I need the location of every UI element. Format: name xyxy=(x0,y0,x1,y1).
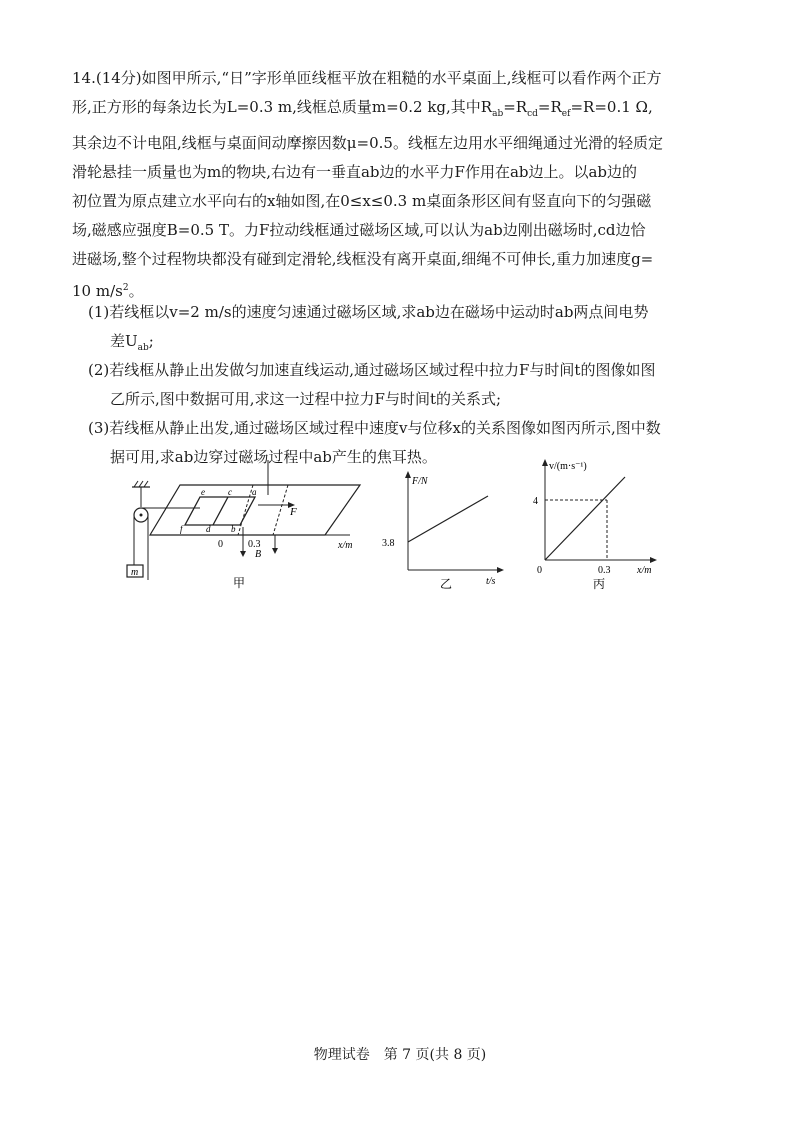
question-2-line-b: 乙所示,图中数据可用,求这一过程中拉力F与时间t的关系式; xyxy=(110,390,502,408)
page-footer: 物理试卷 第 7 页(共 8 页) xyxy=(313,1047,487,1063)
bing-ylabel: v/(m·s⁻¹) xyxy=(549,461,587,472)
problem-line-2: 形,正方形的每条边长为L=0.3 m,线框总质量m=0.2 kg,其中$R_{ab}=R_{cd}=R_{ef}=R=0.1$ Ω, xyxy=(72,98,653,119)
bing-origin: 0 xyxy=(537,565,542,576)
question-1-line-a: (1)若线框以v=2 m/s的速度匀速通过磁场区域,求ab边在磁场中运动时ab两点间电势 xyxy=(88,303,649,321)
mass-label: m xyxy=(131,567,139,578)
caption-jia: 甲 xyxy=(233,576,246,590)
label-f: f xyxy=(180,524,183,534)
figure-bing xyxy=(525,455,675,595)
problem-line-3: 其余边不计电阻,线框与桌面间动摩擦因数μ=0.5。线框左边用水平细绳通过光滑的轻质定 xyxy=(72,134,663,152)
label-c: c xyxy=(228,487,232,497)
pulley-axle xyxy=(140,514,143,517)
label-x-axis: x/m xyxy=(338,540,353,551)
b-arrow-1-head xyxy=(240,551,246,557)
force-label: F xyxy=(290,506,297,518)
frame-middle-bar xyxy=(213,497,228,525)
yi-xlabel: t/s xyxy=(486,576,496,587)
label-a: a xyxy=(252,487,257,497)
question-1-line-b: 差$U_{ab}$; xyxy=(110,332,154,353)
yi-ylabel: F/N xyxy=(412,476,428,487)
figure-jia xyxy=(120,455,370,595)
label-B: B xyxy=(255,549,262,560)
problem-line-4: 滑轮悬挂一质量也为m的物块,右边有一垂直ab边的水平力F作用在ab边上。以ab边的 xyxy=(72,163,638,181)
yi-line xyxy=(408,496,488,542)
question-3-line-a: (3)若线框从静止出发,通过磁场区域过程中速度v与位移x的关系图像如图丙所示,图中数 xyxy=(88,419,661,437)
label-b: b xyxy=(231,524,236,534)
bing-xlabel: x/m xyxy=(637,565,652,576)
problem-line-1: 14.(14分)如图甲所示,“日”字形单匝线框平放在粗糙的水平桌面上,线框可以看作两个正方 xyxy=(72,69,662,87)
bing-ytick: 4 xyxy=(533,496,538,507)
field-boundary-right xyxy=(273,485,288,535)
b-arrow-2-head xyxy=(272,548,278,554)
figure-yi xyxy=(378,470,508,590)
hatch-3 xyxy=(144,481,148,487)
hatch-1 xyxy=(134,481,138,487)
bing-x-arrow xyxy=(650,557,657,563)
caption-bing: 丙 xyxy=(593,577,606,591)
question-2 xyxy=(88,356,738,414)
question-1 xyxy=(88,298,738,363)
bing-xtick: 0.3 xyxy=(598,565,611,576)
yi-y0-label: 3.8 xyxy=(382,538,395,549)
label-0-3: 0.3 xyxy=(248,539,261,550)
label-origin: 0 xyxy=(218,539,223,550)
bing-line xyxy=(545,477,625,560)
label-d: d xyxy=(206,524,211,534)
problem-statement xyxy=(72,64,732,306)
question-2-line-a: (2)若线框从静止出发做匀加速直线运动,通过磁场区域过程中拉力F与时间t的图像如图 xyxy=(88,361,656,379)
problem-line-7: 进磁场,整个过程物块都没有碰到定滑轮,线框没有离开桌面,细绳不可伸长,重力加速度g= xyxy=(72,250,654,268)
problem-line-6: 场,磁感应强度B=0.5 T。力F拉动线框通过磁场区域,可以认为ab边刚出磁场时,cd边恰 xyxy=(72,221,646,239)
hatch-2 xyxy=(139,481,143,487)
yi-x-arrow xyxy=(497,567,504,573)
problem-line-8: 10 $m/s^2$。 xyxy=(72,282,144,300)
problem-line-5: 初位置为原点建立水平向右的x轴如图,在0≤x≤0.3 m桌面条形区间有竖直向下的匀强磁 xyxy=(72,192,652,210)
bing-y-arrow xyxy=(542,459,548,466)
question-3-line-b: 据可用,求ab边穿过磁场过程中ab产生的焦耳热。 xyxy=(110,448,437,466)
field-boundary-left xyxy=(238,485,253,535)
label-e: e xyxy=(201,487,205,497)
caption-yi: 乙 xyxy=(440,577,453,590)
yi-y-arrow xyxy=(405,471,411,478)
